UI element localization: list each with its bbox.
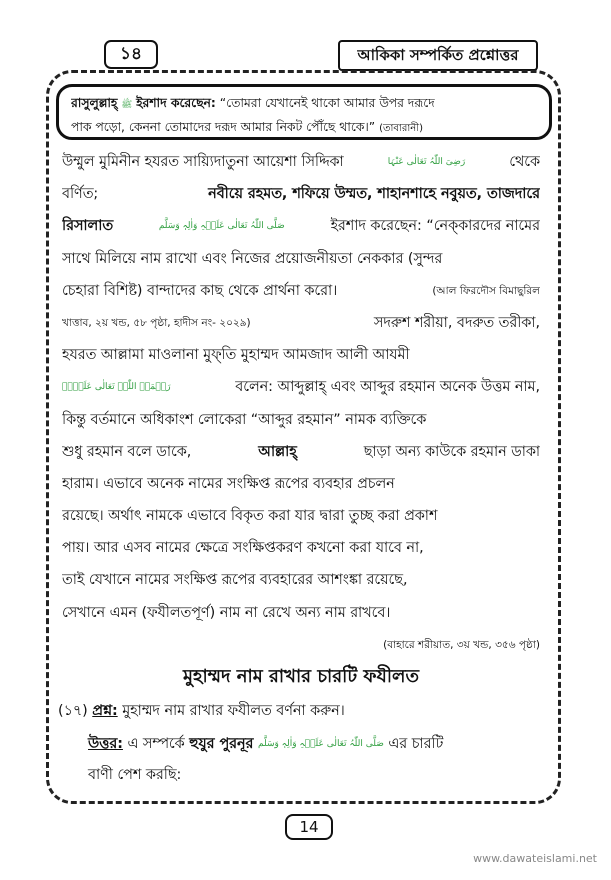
dua-salallahu-alaihi: صَلَّی اللّٰہُ تَعَالٰی عَلَیۡہِ وَاٰلِہٖ وَسَلَّم xyxy=(158,221,285,232)
question-line xyxy=(58,696,548,726)
body-l7-text: হযরত আল্লামা মাওলানা মুফ্‌তি মুহাম্মদ আমজাদ আলী আযমী xyxy=(62,347,410,364)
section-heading: মুহাম্মদ নাম রাখার চারটি ফযীলত xyxy=(183,666,419,687)
body-line-11 xyxy=(62,468,540,500)
answer-label: উত্তর: xyxy=(88,736,123,752)
reference-firdous-1: (আল ফিরদৌস বিমাছুরিল xyxy=(432,284,540,297)
dua-radiallahu-anha: رَضِیَ اللّٰہُ تَعَالٰی عَنْہَا xyxy=(387,157,466,167)
body-line-4 xyxy=(62,243,540,275)
body-l2-start: বর্ণিত; xyxy=(62,186,99,203)
body-l10-end: ছাড়া অন্য কাউকে রহমান ডাকা xyxy=(363,443,540,460)
body-l1-text: উম্মুল মুমিনীন হযরত সায়্যিদাতুনা আয়েশা সিদ্দিকা xyxy=(62,154,344,170)
question-number: (১৭) xyxy=(58,703,88,719)
hadith-line-2 xyxy=(71,116,541,140)
body-l15-text: সেখানে এমন (ফযীলতপূর্ণ) নাম না রেখে অন্য নাম রাখবে। xyxy=(62,604,391,621)
hadith-source: (তাবারানী) xyxy=(379,123,423,134)
answer-text-2: এর চারটি xyxy=(388,736,444,752)
answer-line-2: বাণী পেশ করছি: xyxy=(88,767,182,783)
answer-line-1 xyxy=(88,728,540,760)
body-line-14 xyxy=(62,564,540,596)
body-line-5 xyxy=(62,275,540,307)
body-l14-text: তাই যেখানে নামের সংক্ষিপ্ত রূপের ব্যবহারের আশংঙ্কা রয়েছে, xyxy=(62,572,408,589)
page-number-bottom: 14 xyxy=(285,814,333,840)
reference-bahare-text: (বাহারে শরীয়াত, ৩য় খন্ড, ৩৫৬ পৃষ্ঠা) xyxy=(383,638,540,651)
body-line-9 xyxy=(62,404,540,436)
running-header-title: আকিকা সম্পর্কিত প্রশ্নোত্তর xyxy=(338,40,538,71)
body-line-15 xyxy=(62,597,540,629)
reference-firdous-2: খাত্তাব, ২য় খন্ড, ৫৮ পৃষ্ঠা, হাদীস নং- ২০২৯) xyxy=(62,316,251,329)
body-l12-text: রয়েছে। অর্থাৎ নামকে এভাবে বিকৃত করা যার দ্বারা তুচ্ছ করা প্রকাশ xyxy=(62,508,438,525)
reference-bahare-shariat xyxy=(62,629,540,661)
hadith-line-1 xyxy=(71,92,541,116)
body-line-13 xyxy=(62,532,540,564)
hadith-said: ইরশাদ করেছেন: xyxy=(136,96,216,110)
body-line-10 xyxy=(62,436,540,468)
body-l10-start: শুধু রহমান বলে ডাকে, xyxy=(62,443,192,460)
prophet-titles: নবীয়ে রহমত, শফিয়ে উম্মত, শাহানশাহে নবুয়ত, তাজদারে xyxy=(208,186,540,203)
body-l4-text: সাথে মিলিয়ে নাম রাখো এবং নিজের প্রয়োজনীয়তা নেককার (সুন্দর xyxy=(62,250,443,267)
prophet-title-risalat: রিসালাত xyxy=(62,218,114,235)
body-line-1 xyxy=(62,146,540,178)
dua-rahmatullahi-alaih: رَحۡمَۃُ اللّٰہِ تَعَالٰی عَلَیۡہِ xyxy=(62,382,171,393)
body-line-8 xyxy=(62,371,540,403)
hadith-text-2: পাক পড়ো, কেননা তোমাদের দরূদ আমার নিকট পৌঁছে থাকে।” xyxy=(71,120,376,134)
body-line-12 xyxy=(62,500,540,532)
answer-bold-title: হুযুর পুরনূর xyxy=(189,736,254,752)
website-watermark: www.dawateislami.net xyxy=(473,852,597,865)
body-l8-text: বলেন: আব্দুল্লাহ্ এবং আব্দুর রহমান অনেক উত্তম নাম, xyxy=(235,379,540,396)
body-l5-text: চেহারা বিশিষ্ট) বান্দাদের কাছ থেকে প্রার্থনা করো। xyxy=(62,282,338,299)
body-l11-text: হারাম। এভাবে অনেক নামের সংক্ষিপ্ত রূপের ব্যবহার প্রচলন xyxy=(62,475,395,492)
question-text: মুহাম্মদ নাম রাখার ফযীলত বর্ণনা করুন। xyxy=(122,703,345,719)
body-line-6 xyxy=(62,307,540,339)
body-l9-text: কিন্তু বর্তমানে অধিকাংশ লোকেরা “আব্দুর রহমান” নামক ব্যক্তিকে xyxy=(62,411,427,428)
answer-text-1: এ সম্পর্কে xyxy=(127,736,185,752)
question-label: প্রশ্ন: xyxy=(92,703,118,719)
body-l6-end: সদরুশ শরীয়া, বদরুত তরীকা, xyxy=(373,314,540,331)
hadith-text-1: “তোমরা যেখানেই থাকো আমার উপর দরূদে xyxy=(219,96,435,110)
page-number-top: ১৪ xyxy=(104,40,158,69)
body-l1-end: থেকে xyxy=(509,154,540,170)
body-l3-end: ইরশাদ করেছেন: “নেক্‌কারদের নামের xyxy=(330,218,540,235)
main-body-text xyxy=(62,146,540,661)
allah-name: আল্লাহ্ xyxy=(258,443,297,460)
answer-dua: صَلَّی اللّٰہُ تَعَالٰی عَلَیۡہِ وَاٰلِہٖ وَسَلَّم xyxy=(257,739,384,749)
body-l13-text: পায়। আর এসব নামের ক্ষেত্রে সংক্ষিপ্তকরণ কখনো করা যাবে না, xyxy=(62,540,424,557)
hadith-speaker: রাসুলুল্লাহ্ xyxy=(71,96,118,110)
salutation-glyph: ﷺ xyxy=(121,100,133,110)
hadith-box xyxy=(56,84,552,140)
body-line-7 xyxy=(62,339,540,371)
body-line-2 xyxy=(62,178,540,210)
body-line-3 xyxy=(62,210,540,242)
